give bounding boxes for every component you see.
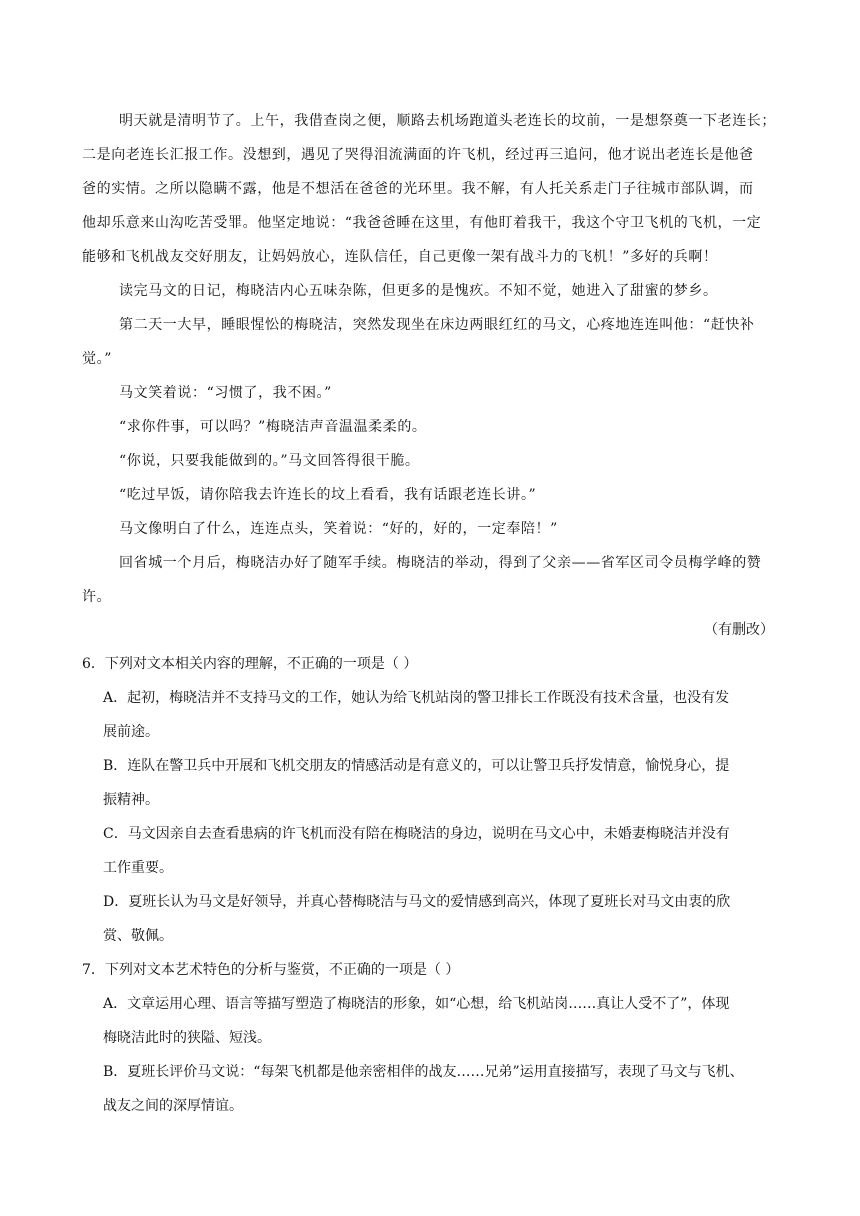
option-b-cont: 振精神。 — [103, 792, 159, 808]
story-line: 他却乐意来山沟吃苦受罪。他坚定地说：“我爸爸睡在这里，有他盯着我干，我这个守卫飞机的飞机，一定 — [82, 215, 762, 231]
source-note: （有删改） — [704, 622, 774, 638]
story-line: “你说，只要我能做到的。”马文回答得很干脆。 — [119, 453, 420, 469]
story-line: 许。 — [82, 589, 112, 605]
story-line: 第二天一大早，睡眼惺忪的梅晓洁，突然发现坐在床边两眼红红的马文，心疼地连连叫他：“赶快补 — [119, 317, 755, 333]
story-line: 读完马文的日记，梅晓洁内心五味杂陈，但更多的是愧疚。不知不觉，她进入了甜蜜的梦乡。 — [119, 283, 718, 299]
story-line: “求你件事，可以吗？”梅晓洁声音温温柔柔的。 — [119, 419, 427, 435]
story-line: 爸的实情。之所以隐瞒不露，他是不想活在爸爸的光环里。我不解，有人托关系走门子往城市部队调，而 — [82, 181, 754, 197]
option-a-cont: 展前途。 — [103, 724, 159, 740]
option-a[interactable]: A．起初，梅晓洁并不支持马文的工作，她认为给飞机站岗的警卫排长工作既没有技术含量，也没有发 — [103, 690, 730, 706]
option-d[interactable]: D．夏班长认为马文是好领导，并真心替梅晓洁与马文的爱情感到高兴，体现了夏班长对马文由衷的欣 — [103, 894, 731, 910]
story-line: 马文像明白了什么，连连点头，笑着说：“好的，好的，一定奉陪！” — [119, 521, 558, 537]
option-c[interactable]: C．马文因亲自去查看患病的许飞机而没有陪在梅晓洁的身边，说明在马文心中，未婚妻梅晓洁并没有 — [103, 826, 730, 842]
story-line: 回省城一个月后，梅晓洁办好了随军手续。梅晓洁的举动，得到了父亲——省军区司令员梅学峰的赞 — [119, 555, 762, 571]
story-line: 觉。” — [82, 351, 112, 367]
story-line: “吃过早饭，请你陪我去许连长的坟上看看，我有话跟老连长讲。” — [119, 487, 537, 503]
option-b[interactable]: B．连队在警卫兵中开展和飞机交朋友的情感活动是有意义的，可以让警卫兵抒发情意，愉悦身心，提 — [103, 758, 730, 774]
story-line: 二是向老连长汇报工作。没想到，遇见了哭得泪流满面的许飞机，经过再三追问，他才说出老连长是他爸 — [82, 147, 754, 163]
question-stem: 7．下列对文本艺术特色的分析与鉴赏，不正确的一项是（ ） — [82, 962, 460, 978]
question-stem: 6．下列对文本相关内容的理解，不正确的一项是（ ） — [82, 656, 418, 672]
story-line: 明天就是清明节了。上午，我借查岗之便，顺路去机场跑道头老连长的坟前，一是想祭奠一下老连长； — [119, 113, 776, 129]
option-d-cont: 赏、敬佩。 — [103, 928, 173, 944]
option-c-cont: 工作重要。 — [103, 860, 173, 876]
option-b-cont: 战友之间的深厚情谊。 — [103, 1098, 243, 1114]
option-b[interactable]: B．夏班长评价马文说：“每架飞机都是他亲密相伴的战友……兄弟”运用直接描写，表现了马文与飞机、 — [103, 1064, 744, 1080]
story-line: 能够和飞机战友交好朋友，让妈妈放心，连队信任，自己更像一架有战斗力的飞机！”多好的兵啊！ — [82, 249, 718, 265]
story-line: 马文笑着说：“习惯了，我不困。” — [119, 385, 332, 401]
option-a-cont: 梅晓洁此时的狭隘、短浅。 — [103, 1030, 271, 1046]
option-a[interactable]: A．文章运用心理、语言等描写塑造了梅晓洁的形象，如“心想，给飞机站岗……真让人受不了”，体现 — [103, 996, 730, 1012]
